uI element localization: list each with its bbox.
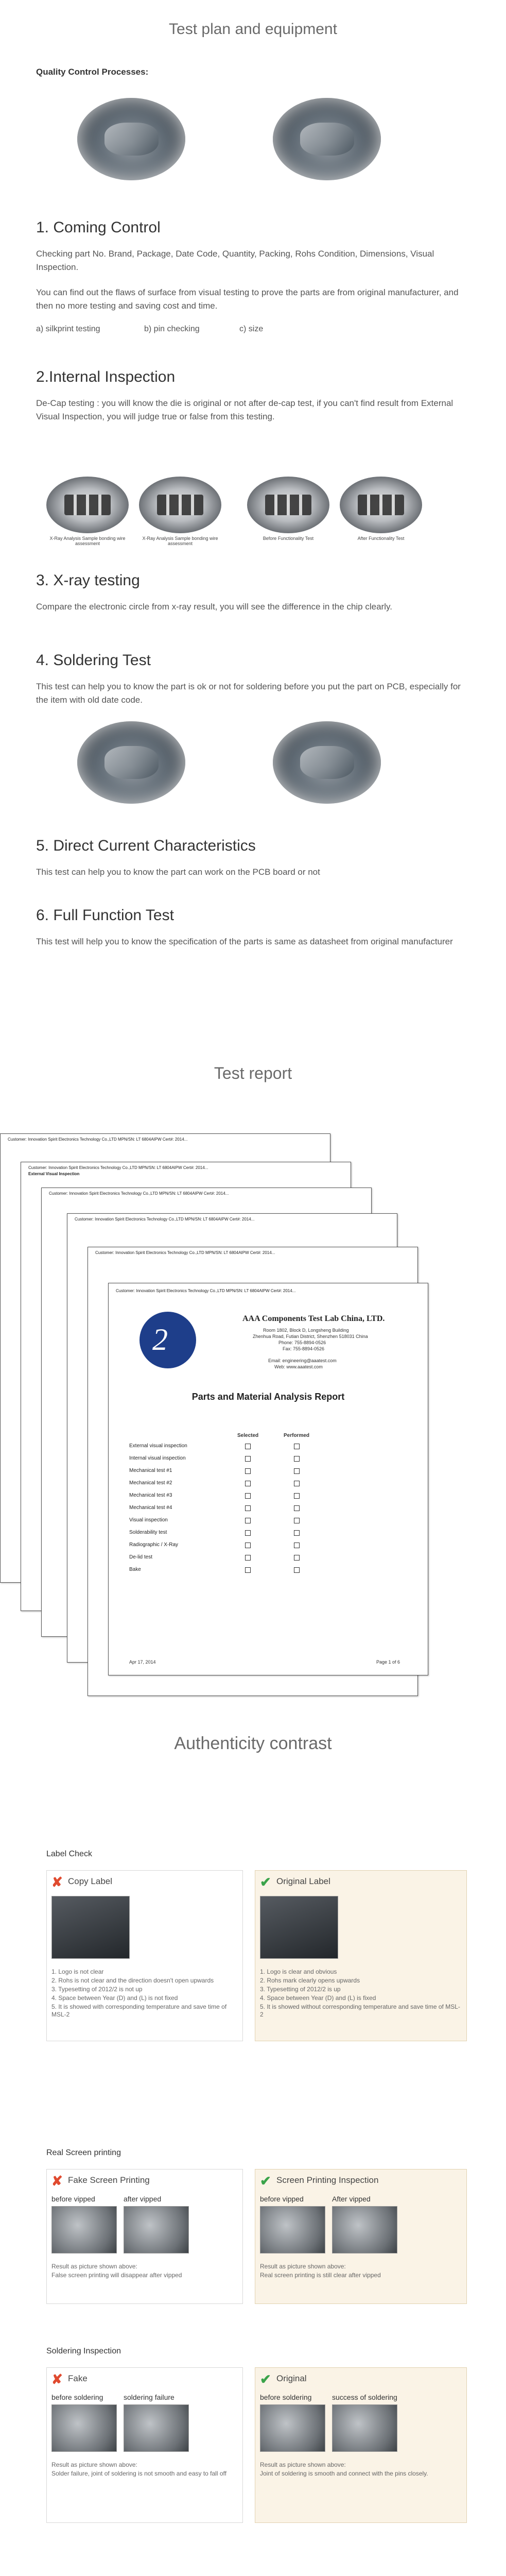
good-point: Result as picture shown above: xyxy=(260,2461,346,2468)
soldering-p1: This test can help you to know the part is ok or not for soldering before you put the part on PCB, especially for the item with old date code. xyxy=(36,682,461,705)
caption-xray-1: X-Ray Analysis Sample bonding wire assessment xyxy=(49,536,126,546)
select-checkbox xyxy=(245,1493,251,1499)
lab-email: Email: engineering@aaatest.com xyxy=(268,1358,337,1363)
good-sub-2: success of soldering xyxy=(332,2393,397,2401)
col-performed: Performed xyxy=(284,1433,310,1438)
select-checkbox xyxy=(245,1518,251,1523)
bad-point: 5. It is showed with corresponding temperature and save time of MSL-2 xyxy=(51,2003,227,2018)
xray-title: 3. X-ray testing xyxy=(36,572,140,589)
good-image-1 xyxy=(260,2206,325,2253)
good-sub-1: before vipped xyxy=(260,2195,304,2203)
footer-page: Page 1 of 6 xyxy=(376,1659,400,1665)
bad-image-1 xyxy=(51,2206,117,2253)
dc-title: 5. Direct Current Characteristics xyxy=(36,837,256,854)
section-heading-test-report: Test report xyxy=(214,1064,292,1082)
xray-p1: Compare the electronic circle from x-ray result, you will see the difference in the chip clearly. xyxy=(36,602,392,612)
section-heading-test-plan: Test plan and equipment xyxy=(169,21,337,38)
doc-header-3: Customer: Innovation Spirit Electronics Technology Co.,LTD MPN/SN: LT 6804AIPW Cert#: 2014... xyxy=(49,1191,229,1196)
soldering-title: 4. Soldering Test xyxy=(36,652,151,669)
function-title: 6. Full Function Test xyxy=(36,907,174,924)
equipment-photo-2 xyxy=(273,98,381,180)
lab-logo-glyph: 2 xyxy=(152,1323,168,1357)
bad-point: 1. Logo is not clear xyxy=(51,1968,104,1975)
front-doc-header: Customer: Innovation Spirit Electronics Technology Co.,LTD MPN/SN: LT 6804AIPW Cert#: 2014... xyxy=(116,1289,296,1293)
report-row-label: De-lid test xyxy=(129,1554,153,1560)
report-row-label: Visual inspection xyxy=(129,1517,168,1523)
report-title: Parts and Material Analysis Report xyxy=(191,1392,345,1402)
select-checkbox xyxy=(245,1468,251,1474)
check-mark-icon: ✔ xyxy=(260,1874,271,1890)
lab-fax: Fax: 755-8894-0526 xyxy=(283,1346,325,1351)
good-title: Original Label xyxy=(276,1876,330,1886)
report-row-label: Bake xyxy=(129,1567,141,1572)
performed-checkbox xyxy=(294,1555,300,1561)
caption-after: After Functionality Test xyxy=(357,536,405,541)
performed-checkbox xyxy=(294,1468,300,1474)
bad-title: Copy Label xyxy=(68,1876,113,1886)
block-label: Soldering Inspection xyxy=(46,2347,121,2355)
soldering-photo-1 xyxy=(77,721,185,804)
good-point: Result as picture shown above: xyxy=(260,2263,346,2270)
bad-point: 3. Typesetting of 2012/2 is not up xyxy=(51,1986,143,1993)
doc-header-1: Customer: Innovation Spirit Electronics Technology Co.,LTD MPN/SN: LT 6804AIPW Cert#: 2014... xyxy=(8,1137,188,1142)
good-image-1 xyxy=(260,2404,325,2452)
block-label: Real Screen printing xyxy=(46,2148,121,2157)
doc-header-4: Customer: Innovation Spirit Electronics Technology Co.,LTD MPN/SN: LT 6804AIPW Cert#: 2014... xyxy=(75,1217,255,1222)
good-sub-2: After vipped xyxy=(332,2195,371,2203)
good-point: Real screen printing is still clear after vipped xyxy=(260,2272,381,2279)
xray-image-2 xyxy=(139,477,221,533)
bad-image-1 xyxy=(51,2404,117,2452)
coming-control-title: 1. Coming Control xyxy=(36,219,161,236)
bad-title: Fake Screen Printing xyxy=(68,2175,150,2185)
internal-title: 2.Internal Inspection xyxy=(36,368,176,385)
bad-image-2 xyxy=(124,2206,189,2253)
bad-point: Result as picture shown above: xyxy=(51,2461,137,2468)
coming-control-p1: Checking part No. Brand, Package, Date Code, Quantity, Packing, Rohs Condition, Dimensions, Visual Inspection. xyxy=(36,249,434,272)
performed-checkbox xyxy=(294,1505,300,1511)
col-select: Selected xyxy=(237,1433,259,1438)
performed-checkbox xyxy=(294,1444,300,1449)
coming-control-p2: You can find out the flaws of surface from visual testing to prove the parts are from original manufacturer, and then no more testing and saving cost and time. xyxy=(36,287,459,311)
lab-name: AAA Components Test Lab China, LTD. xyxy=(242,1314,385,1323)
good-point: 2. Rohs mark clearly opens upwards xyxy=(260,1977,360,1984)
bad-point: 4. Space between Year (D) and (L) is not fixed xyxy=(51,1994,178,2002)
performed-checkbox xyxy=(294,1456,300,1462)
lab-phone: Phone: 755-8894-0526 xyxy=(278,1340,326,1345)
block-label: Label Check xyxy=(46,1850,92,1858)
x-mark-icon: ✘ xyxy=(51,2173,63,2189)
report-row-label: Solderability test xyxy=(129,1530,167,1535)
select-checkbox xyxy=(245,1543,251,1548)
xray-image-1 xyxy=(46,477,129,533)
report-row-label: Mechanical test #3 xyxy=(129,1493,172,1498)
bad-point: False screen printing will disappear after vipped xyxy=(51,2272,182,2279)
good-point: 4. Space between Year (D) and (L) is fixed xyxy=(260,1994,376,2002)
check-mark-icon: ✔ xyxy=(260,2371,271,2387)
report-row-label: Internal visual inspection xyxy=(129,1455,186,1461)
check-c: c) size xyxy=(239,325,264,333)
select-checkbox xyxy=(245,1530,251,1536)
doc-header-5: Customer: Innovation Spirit Electronics Technology Co.,LTD MPN/SN: LT 6804AIPW Cert#: 2014... xyxy=(95,1250,275,1255)
check-mark-icon: ✔ xyxy=(260,2173,271,2189)
performed-checkbox xyxy=(294,1518,300,1523)
dc-p1: This test can help you to know the part can work on the PCB board or not xyxy=(36,867,320,877)
before-function-image xyxy=(247,477,329,533)
good-image xyxy=(260,1896,338,1959)
check-a: a) silkprint testing xyxy=(36,325,100,333)
lab-addr1: Room 1802, Block D, Longsheng Building xyxy=(263,1328,349,1333)
report-row-label: Radiographic / X-Ray xyxy=(129,1542,179,1548)
lab-web: Web: www.aaatest.com xyxy=(274,1364,323,1369)
bad-image-2 xyxy=(124,2404,189,2452)
report-row-label: Mechanical test #4 xyxy=(129,1505,172,1511)
performed-checkbox xyxy=(294,1543,300,1548)
good-point: 5. It is showed without corresponding temperature and save time of MSL-2 xyxy=(260,2003,460,2018)
performed-checkbox xyxy=(294,1530,300,1536)
bad-sub-2: soldering failure xyxy=(124,2393,175,2401)
soldering-photo-2 xyxy=(273,721,381,804)
good-point: 1. Logo is clear and obvious xyxy=(260,1968,337,1975)
good-image-2 xyxy=(332,2404,397,2452)
select-checkbox xyxy=(245,1567,251,1573)
performed-checkbox xyxy=(294,1493,300,1499)
bad-point: 2. Rohs is not clear and the direction doesn't open upwards xyxy=(51,1977,214,1984)
report-row-label: Mechanical test #1 xyxy=(129,1468,172,1473)
doc-title-2: External Visual Inspection xyxy=(28,1172,80,1176)
good-title: Original xyxy=(276,2374,307,2383)
good-sub-1: before soldering xyxy=(260,2393,312,2401)
bad-point: Solder failure, joint of soldering is not smooth and easy to fall off xyxy=(51,2470,226,2477)
doc-header-2: Customer: Innovation Spirit Electronics Technology Co.,LTD MPN/SN: LT 6804AIPW Cert#: 2014... xyxy=(28,1165,208,1170)
report-page-front xyxy=(108,1283,428,1675)
qc-label: Quality Control Processes: xyxy=(36,67,149,77)
lab-addr2: Zhenhua Road, Futian District, Shenzhen 518031 China xyxy=(253,1334,368,1339)
report-row-label: Mechanical test #2 xyxy=(129,1480,172,1486)
x-mark-icon: ✘ xyxy=(51,1874,63,1890)
performed-checkbox xyxy=(294,1567,300,1573)
x-mark-icon: ✘ xyxy=(51,2371,63,2387)
select-checkbox xyxy=(245,1555,251,1561)
performed-checkbox xyxy=(294,1481,300,1486)
select-checkbox xyxy=(245,1481,251,1486)
after-function-image xyxy=(340,477,422,533)
caption-before: Before Functionality Test xyxy=(263,536,314,541)
bad-sub-1: before vipped xyxy=(51,2195,95,2203)
bad-point: Result as picture shown above: xyxy=(51,2263,137,2270)
section-heading-authenticity: Authenticity contrast xyxy=(174,1734,332,1753)
bad-image xyxy=(51,1896,130,1959)
report-row-label: External visual inspection xyxy=(129,1443,187,1449)
caption-xray-2: X-Ray Analysis Sample bonding wire assessment xyxy=(142,536,218,546)
equipment-photo-1 xyxy=(77,98,185,180)
lab-logo xyxy=(139,1312,196,1368)
good-point: 3. Typesetting of 2012/2 is up xyxy=(260,1986,341,1993)
good-point: Joint of soldering is smooth and connect with the pins closely. xyxy=(260,2470,428,2477)
check-b: b) pin checking xyxy=(144,325,200,333)
bad-sub-2: after vipped xyxy=(124,2195,162,2203)
footer-date: Apr 17, 2014 xyxy=(129,1659,156,1665)
select-checkbox xyxy=(245,1505,251,1511)
select-checkbox xyxy=(245,1456,251,1462)
good-image-2 xyxy=(332,2206,397,2253)
internal-p1: De-Cap testing : you will know the die is original or not after de-cap test, if you can't find result from External Visual Inspection, you will judge true or false from this testing. xyxy=(36,398,453,421)
bad-sub-1: before soldering xyxy=(51,2393,103,2401)
good-title: Screen Printing Inspection xyxy=(276,2175,379,2185)
select-checkbox xyxy=(245,1444,251,1449)
function-p1: This test will help you to know the specification of the parts is same as datasheet from original manufacturer xyxy=(36,937,453,946)
bad-title: Fake xyxy=(68,2374,88,2383)
